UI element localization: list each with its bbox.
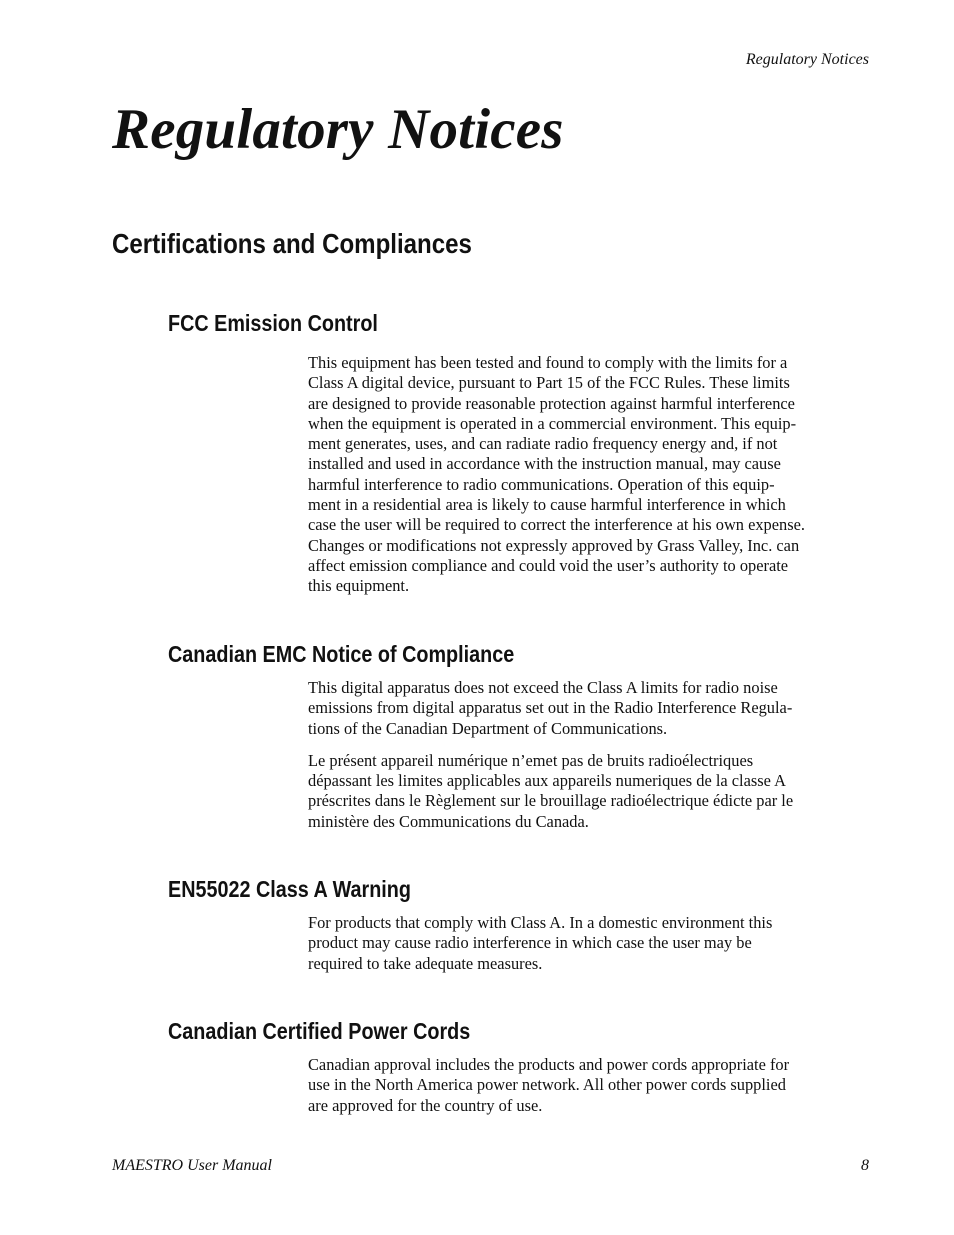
text-line: Class A digital device, pursuant to Part 15 of the FCC Rules. These limits xyxy=(308,373,790,393)
section-heading-certifications: Certifications and Compliances xyxy=(112,228,472,259)
fcc-body xyxy=(308,353,872,597)
text-line: are designed to provide reasonable protection against harmful interference xyxy=(308,393,795,413)
canadian-emc-paragraph-french xyxy=(308,751,872,832)
text-line: emissions from digital apparatus set out in the Radio Interference Regula- xyxy=(308,698,793,718)
power-cords-paragraph xyxy=(308,1055,872,1116)
text-line: préscrites dans le Règlement sur le brouillage radioélectrique édicte par le xyxy=(308,791,794,811)
text-line: ment in a residential area is likely to cause harmful interference in which xyxy=(308,495,786,515)
text-line: when the equipment is operated in a commercial environment. This equip- xyxy=(308,413,797,433)
text-line: dépassant les limites applicables aux appareils numeriques de la classe A xyxy=(308,771,786,791)
footer-page-number: 8 xyxy=(861,1157,869,1174)
subsection-heading-fcc: FCC Emission Control xyxy=(168,310,378,336)
subsection-heading-en55022: EN55022 Class A Warning xyxy=(168,876,411,902)
text-line: Le présent appareil numérique n’emet pas de bruits radioélectriques xyxy=(308,750,754,770)
canadian-emc-body xyxy=(308,678,872,832)
footer-manual-title: MAESTRO User Manual xyxy=(112,1157,272,1174)
text-line: harmful interference to radio communications. Operation of this equip- xyxy=(308,474,775,494)
text-line: use in the North America power network. All other power cords supplied xyxy=(308,1075,786,1095)
text-line: required to take adequate measures. xyxy=(308,953,543,973)
subsection-heading-canadian-emc: Canadian EMC Notice of Compliance xyxy=(168,641,515,667)
text-line: Changes or modifications not expressly approved by Grass Valley, Inc. can xyxy=(308,535,800,555)
text-line: ment generates, uses, and can radiate radio frequency energy and, if not xyxy=(308,434,778,454)
text-line: tions of the Canadian Department of Communications. xyxy=(308,718,668,738)
fcc-paragraph xyxy=(308,353,872,597)
text-line: installed and used in accordance with the instruction manual, may cause xyxy=(308,454,781,474)
running-header: Regulatory Notices xyxy=(745,51,869,68)
en55022-paragraph xyxy=(308,913,872,974)
text-line: For products that comply with Class A. In a domestic environment this xyxy=(308,913,773,932)
text-line: this equipment. xyxy=(308,576,410,596)
canadian-emc-paragraph-english xyxy=(308,678,872,739)
text-line: This digital apparatus does not exceed the Class A limits for radio noise xyxy=(308,678,778,697)
text-line: product may cause radio interference in which case the user may be xyxy=(308,933,752,953)
text-line: affect emission compliance and could void the user’s authority to operate xyxy=(308,555,789,575)
en55022-body xyxy=(308,913,872,974)
text-line: ministère des Communications du Canada. xyxy=(308,811,589,831)
text-line: are approved for the country of use. xyxy=(308,1095,543,1115)
page-title: Regulatory Notices xyxy=(112,98,564,161)
text-line: case the user will be required to correct the interference at his own expense. xyxy=(308,515,805,535)
power-cords-body xyxy=(308,1055,872,1116)
text-line: Canadian approval includes the products and power cords appropriate for xyxy=(308,1055,790,1074)
text-line: This equipment has been tested and found to comply with the limits for a xyxy=(308,353,788,372)
subsection-heading-power-cords: Canadian Certified Power Cords xyxy=(168,1018,471,1044)
